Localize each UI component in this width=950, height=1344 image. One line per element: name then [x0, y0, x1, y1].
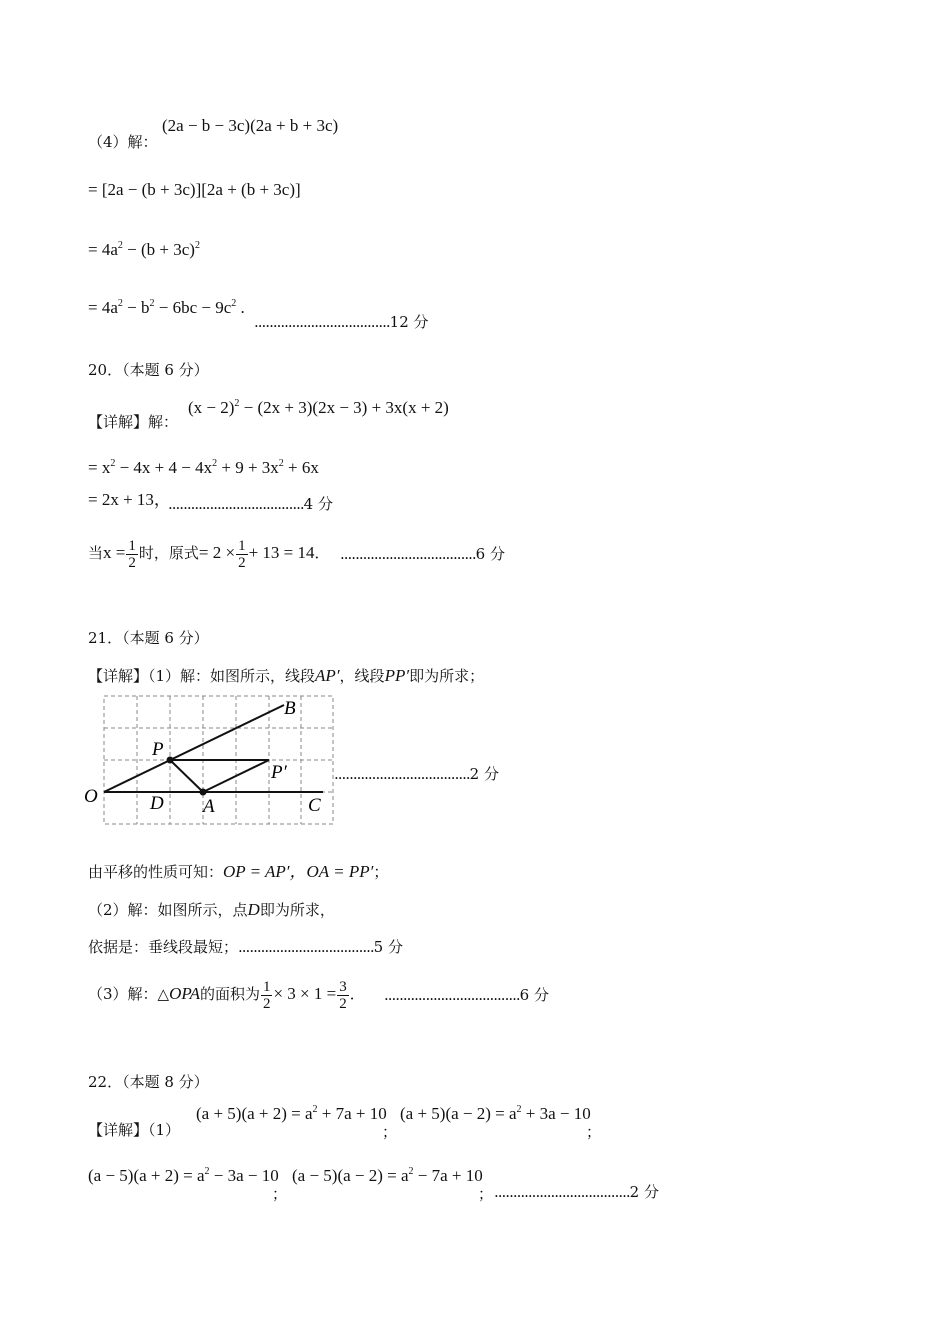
q20-score-line-2: ....................................6 分 [340, 545, 505, 563]
q22-separator-4: ； [478, 1185, 494, 1203]
q19-4-step3: = $4a^2 - b^2 - 6bc - 9c^2$ . [88, 298, 245, 317]
segment-pa [170, 760, 203, 792]
q21-basis: 依据是：垂线段最短；....................................5 分 [88, 938, 403, 956]
q21-score-line-1: ....................................2 分 [334, 765, 499, 783]
q22-header: 22．（本题 8 分） [88, 1073, 209, 1091]
q21-score-line-3: ....................................6 分 [384, 986, 549, 1004]
label-p: P [152, 739, 164, 760]
q21-part1: 【详解】（1）解：如图所示，线段AP′，线段PP′即为所求； [88, 666, 485, 685]
q19-4-lead: （4）解： [88, 133, 158, 151]
q20-substitution: 当x = $\frac{1}{2}$ 时，原式= 2 × $\frac{1}{2}$ + 13 = 14． [88, 537, 330, 571]
q19-4-expression: (2a − b − 3c)(2a + b + 3c) [162, 116, 339, 135]
point-p [167, 757, 174, 764]
q20-header: 20．（本题 6 分） [88, 361, 209, 379]
q19-4-step1: = [2a − (b + 3c)][2a + (b + 3c)] [88, 180, 301, 199]
q21-property: 由平移的性质可知：OP = AP′，OA = PP′； [88, 862, 389, 881]
label-c: C [308, 795, 321, 816]
label-d: D [150, 793, 164, 814]
q19-4-step2: = $4a^2 - (b + 3c)^2$ [88, 240, 200, 259]
label-b: B [284, 698, 296, 719]
q22-expansion-2: $(a + 5)(a - 2) = a^2 + 3a - 10$ [400, 1104, 591, 1123]
q19-4-score-line: ....................................12 分 [254, 313, 429, 331]
label-a: A [203, 796, 215, 817]
q22-expansion-4: $(a - 5)(a - 2) = a^2 - 7a + 10$ [292, 1166, 483, 1185]
q20-expression: $(x - 2)^2 - (2x + 3)(2x - 3) + 3x(x + 2)$ [188, 398, 449, 417]
ray-ob [104, 705, 284, 792]
q22-score-line: ....................................2 分 [494, 1183, 659, 1201]
q21-part2: （2）解：如图所示，点D即为所求， [88, 900, 335, 919]
q20-step1: = $x^2 - 4x + 4 - 4x^2 + 9 + 3x^2 + 6x$ [88, 458, 319, 477]
label-p-prime: P′ [271, 762, 287, 783]
q22-expansion-3: $(a - 5)(a + 2) = a^2 - 3a - 10$ [88, 1166, 279, 1185]
q20-step2: = 2x + 13， [88, 490, 171, 509]
q22-expansion-1: $(a + 5)(a + 2) = a^2 + 7a + 10$ [196, 1104, 387, 1123]
q21-part3: （3）解：△OPA的面积为 $\frac{1}{2}$ × 3 × 1 = $\frac{3}{2}$ ． [88, 978, 365, 1012]
q22-separator-3: ； [272, 1185, 288, 1203]
point-a [200, 789, 207, 796]
q20-lead: 【详解】解： [88, 413, 179, 431]
label-o: O [84, 786, 98, 807]
q22-separator-1: ； [382, 1123, 398, 1141]
translation-figure [80, 690, 350, 830]
q20-score-line-1: ....................................4 分 [168, 495, 333, 513]
q22-lead: 【详解】（1） [88, 1121, 181, 1139]
q21-header: 21．（本题 6 分） [88, 629, 209, 647]
q22-separator-2: ； [586, 1123, 602, 1141]
